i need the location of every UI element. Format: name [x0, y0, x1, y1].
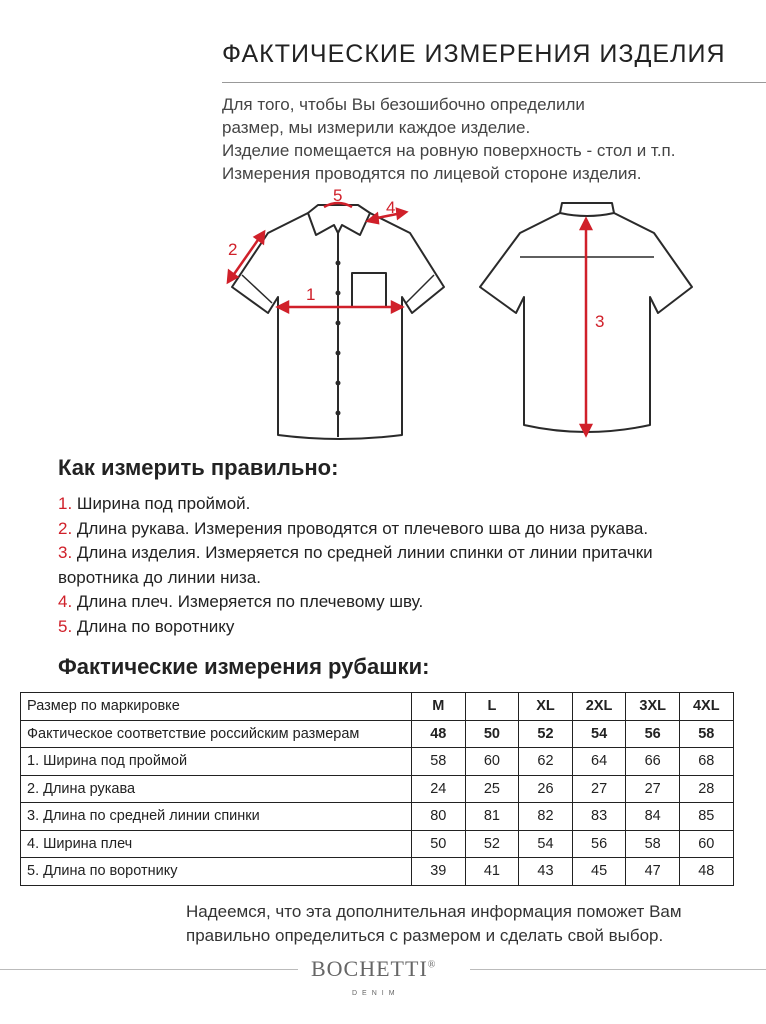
table-cell: 66	[626, 748, 680, 776]
intro-line: Измерения проводятся по лицевой стороне изделия.	[222, 164, 642, 183]
table-cell: 27	[572, 775, 626, 803]
registered-mark: ®	[427, 959, 437, 971]
table-cell: 68	[679, 748, 733, 776]
brand-logo	[311, 956, 436, 982]
row-label: 5. Длина по воротнику	[21, 858, 412, 886]
table-cell: 54	[519, 830, 573, 858]
front-collar	[308, 205, 370, 235]
table-row	[21, 748, 734, 776]
table-cell: L	[465, 693, 519, 721]
row-label: 4. Ширина плеч	[21, 830, 412, 858]
table-cell: 56	[626, 720, 680, 748]
closing-text	[186, 900, 682, 948]
table-cell: 52	[465, 830, 519, 858]
table-row	[21, 830, 734, 858]
table-cell: 80	[412, 803, 466, 831]
table-row	[21, 858, 734, 886]
step-item: 2. Длина рукава. Измерения проводятся от плечевого шва до низа рукава.	[58, 518, 649, 538]
table-cell: 82	[519, 803, 573, 831]
table-cell: 39	[412, 858, 466, 886]
table-cell: 24	[412, 775, 466, 803]
front-pocket	[352, 273, 386, 307]
table-cell: 60	[679, 830, 733, 858]
size-table	[20, 692, 734, 886]
table-cell: 64	[572, 748, 626, 776]
diagram-label-3: 3	[595, 312, 605, 331]
table-cell: 81	[465, 803, 519, 831]
table-cell: 48	[412, 720, 466, 748]
intro-line: размер, мы измерили каждое изделие.	[222, 118, 531, 137]
table-cell: 85	[679, 803, 733, 831]
brand-subtitle: DENIM	[352, 990, 400, 997]
closing-line: Надеемся, что эта дополнительная информация поможет Вам	[186, 902, 682, 921]
table-cell: 41	[465, 858, 519, 886]
table-cell: 62	[519, 748, 573, 776]
table-cell: 58	[412, 748, 466, 776]
table-row	[21, 693, 734, 721]
step-item: 4. Длина плеч. Измеряется по плечевому шву.	[58, 592, 424, 611]
diagram-label-4: 4	[386, 198, 396, 217]
table-row	[21, 720, 734, 748]
table-cell: 2XL	[572, 693, 626, 721]
intro-text	[222, 93, 762, 185]
row-label: 2. Длина рукава	[21, 775, 412, 803]
table-cell: XL	[519, 693, 573, 721]
table-row	[21, 803, 734, 831]
measurements-heading: Фактические измерения рубашки:	[58, 654, 430, 679]
table-cell: 52	[519, 720, 573, 748]
diagram-label-1: 1	[306, 285, 316, 304]
diagram-label-2: 2	[228, 240, 238, 259]
shirt-diagram	[210, 185, 710, 450]
table-cell: 26	[519, 775, 573, 803]
table-cell: 3XL	[626, 693, 680, 721]
table-cell: 56	[572, 830, 626, 858]
table-cell: 28	[679, 775, 733, 803]
footer-divider-right	[470, 969, 766, 970]
row-label: 1. Ширина под проймой	[21, 748, 412, 776]
row-label: Фактическое соответствие российским размерам	[21, 720, 412, 748]
table-cell: 25	[465, 775, 519, 803]
table-cell: 83	[572, 803, 626, 831]
diagram-label-5: 5	[333, 186, 343, 205]
table-cell: 47	[626, 858, 680, 886]
brand-name: BOCHETTI	[311, 956, 428, 981]
page-title: ФАКТИЧЕСКИЕ ИЗМЕРЕНИЯ ИЗДЕЛИЯ	[222, 40, 726, 68]
closing-line: правильно определиться с размером и сделать свой выбор.	[186, 926, 664, 945]
table-cell: 48	[679, 858, 733, 886]
back-collar	[560, 203, 614, 216]
intro-line: Для того, чтобы Вы безошибочно определили	[222, 95, 585, 114]
table-cell: 4XL	[679, 693, 733, 721]
table-cell: 50	[412, 830, 466, 858]
title-divider	[222, 82, 766, 83]
intro-line: Изделие помещается на ровную поверхность - стол и т.п.	[222, 141, 676, 160]
row-label: Размер по маркировке	[21, 693, 412, 721]
step-item: 3. Длина изделия. Измеряется по средней линии спинки от линии притачки	[58, 543, 653, 562]
step-item: 1. Ширина под проймой.	[58, 494, 251, 513]
table-cell: 84	[626, 803, 680, 831]
step-item: 5. Длина по воротнику	[58, 616, 235, 636]
table-cell: 58	[626, 830, 680, 858]
table-cell: 54	[572, 720, 626, 748]
step-item: воротника до линии низа.	[58, 567, 261, 587]
footer-divider-left	[0, 969, 298, 970]
table-row	[21, 775, 734, 803]
table-cell: M	[412, 693, 466, 721]
table-cell: 43	[519, 858, 573, 886]
table-cell: 27	[626, 775, 680, 803]
table-cell: 58	[679, 720, 733, 748]
howto-heading: Как измерить правильно:	[58, 455, 339, 480]
table-cell: 60	[465, 748, 519, 776]
table-cell: 45	[572, 858, 626, 886]
row-label: 3. Длина по средней линии спинки	[21, 803, 412, 831]
table-cell: 50	[465, 720, 519, 748]
howto-steps	[58, 492, 758, 639]
